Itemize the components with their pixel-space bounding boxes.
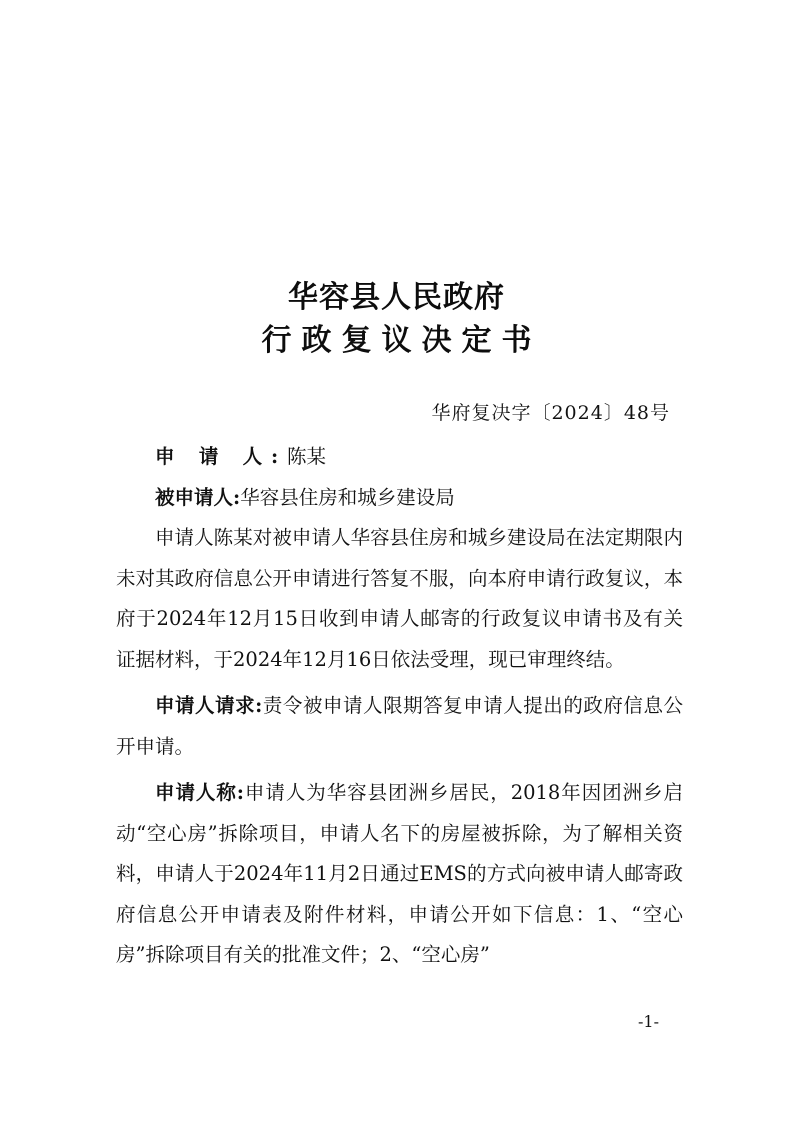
document-number: 华府复决字〔2024〕48号 [431,402,670,424]
document-type-title: 行政复议决定书 [261,323,542,358]
respondent-name: 华容县住房和城乡建设局 [240,485,455,509]
claim-label: 申请人称: [155,781,244,804]
applicant-label: 申 请 人: [155,445,287,468]
request-label: 申请人请求: [155,694,263,717]
request-paragraph [116,686,683,767]
applicant-line [116,437,683,478]
document-body [116,437,683,976]
respondent-label: 被申请人: [155,485,241,509]
claim-text: 申请人为华容县团洲乡居民，2018年因团洲乡启动“空心房”拆除项目，申请人名下的房屋被拆除，为了解相关资料，申请人于2024年11月2日通过EMS的方式向被申请人邮寄政府信息公开申请表及附件材料，申请公开如下信息：1、“空心房”拆除项目有关的批准文件；2、“空心房” [116,781,683,966]
respondent-line [116,478,683,519]
intro-paragraph: 申请人陈某对被申请人华容县住房和城乡建设局在法定期限内未对其政府信息公开申请进行答复不服，向本府申请行政复议，本府于2024年12月15日收到申请人邮寄的行政复议申请书及有关证据材料，于2024年12月16日依法受理，现已审理终结。 [116,526,683,671]
applicant-name: 陈某 [286,445,326,468]
claim-paragraph [116,773,683,976]
request-text: 责令被申请人限期答复申请人提出的政府信息公开申请。 [116,694,683,758]
document-issuer-title: 华容县人民政府 [288,280,505,315]
page-number: -1- [638,1012,659,1031]
